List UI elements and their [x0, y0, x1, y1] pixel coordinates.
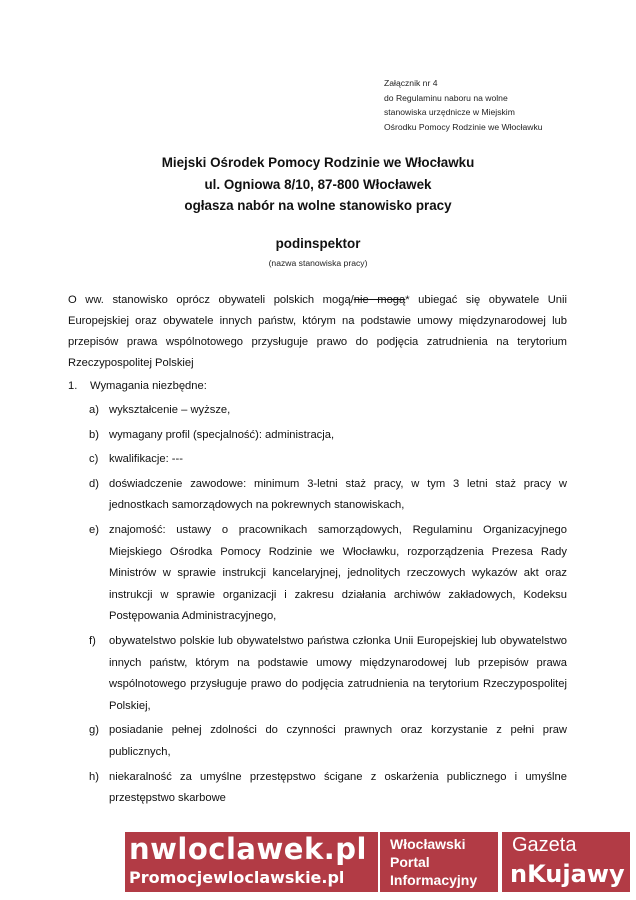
list-item-text: kwalifikacje: ---: [109, 453, 183, 466]
banner-gazeta-label: Gazeta: [512, 834, 577, 856]
intro-paragraph: [68, 290, 567, 374]
document-heading: [0, 152, 636, 217]
list-item-label: h): [89, 770, 99, 783]
banner-portal-line: Włocławski: [390, 836, 466, 852]
intro-struck-text: nie mogą: [353, 294, 406, 306]
list-item-text: doświadczenie zawodowe: minimum 3-letni staż pracy, w tym 3 letni staż pracy w jednostkach samorządowych na pokrewnych stanowiskach,: [109, 477, 567, 512]
list-item: [68, 474, 567, 517]
list-item-text: wykształcenie – wyższe,: [109, 404, 231, 416]
annex-line: do Regulaminu naboru na wolne: [384, 92, 508, 103]
requirements-list: [68, 400, 567, 813]
banner-gazeta-block: [502, 832, 630, 892]
banner-portal-line: Portal: [390, 854, 430, 870]
list-item-text: niekaralność za umyślne przestępstwo ścigane z oskarżenia publicznego i umyślne przestępstwo skarbowe: [109, 770, 567, 805]
list-item-label: f): [89, 634, 96, 647]
list-item-text: znajomość: ustawy o pracownikach samorządowych, Regulaminu Organizacyjnego Miejskiego Ośrodka Pomocy Rodzinie we Włocławku, rozporządzenia Prezesa Rady Ministrów w sprawie instrukcji kancelaryjnej, jednolitych rzeczowych wykazów akt oraz instrukcji w sprawie organizacji i zakresu działania archiwów zakładowych, Kodeksu Postępowania Administracyjnego,: [109, 523, 567, 623]
list-item: [68, 767, 567, 810]
heading-address: ul. Ogniowa 8/10, 87-800 Włocławek: [204, 176, 432, 192]
annex-line: stanowiska urzędnicze w Miejskim: [384, 107, 515, 117]
position-title: podinspektor: [275, 236, 361, 251]
watermark-banner: [125, 832, 630, 892]
section-title: Wymagania niezbędne:: [90, 380, 207, 392]
banner-portal-block: [380, 832, 498, 892]
banner-kujawy-logo: nKujawy: [510, 860, 625, 888]
list-item-text: posiadanie pełnej zdolności do czynności prawnych oraz korzystanie z pełni praw publicznych,: [109, 724, 567, 758]
section-number: 1.: [68, 380, 78, 392]
list-item-label: g): [89, 724, 99, 737]
heading-announcement: ogłasza nabór na wolne stanowisko pracy: [184, 198, 452, 213]
annex-line: Załącznik nr 4: [384, 78, 438, 88]
list-item-label: b): [89, 428, 99, 441]
list-item-text: obywatelstwo polskie lub obywatelstwo państwa członka Unii Europejskiej lub obywatelstwo innych państw, którym na podstawie umowy międzynarodowej lub przepisów prawa wspólnotowego przysługuje prawo do podjęcia zatrudnienia na terytorium Rzeczypospolitej Polskiej,: [109, 634, 567, 712]
list-item-label: a): [89, 404, 99, 416]
banner-portal-line: Informacyjny: [390, 872, 478, 888]
list-item: [68, 449, 567, 471]
position-note: (nazwa stanowiska pracy): [268, 258, 368, 268]
banner-site-logo: nwloclawek.pl: [129, 832, 367, 866]
list-item: [68, 425, 567, 447]
list-item-text: wymagany profil (specjalność): administracja,: [109, 428, 335, 441]
requirements-heading: [68, 380, 207, 392]
banner-site-logo-secondary: Promocjewloclawskie.pl: [129, 868, 345, 887]
list-item: [68, 520, 567, 628]
intro-text-before: O ww. stanowisko oprócz obywateli polskich mogą/: [68, 294, 354, 306]
banner-site-block: [125, 832, 378, 892]
intro-text-after: * ubiegać się obywatele Unii Europejskiej oraz obywatele innych państw, którym na podstawie umowy międzynarodowej lub przepisów prawa wspólnotowego przysługuje prawo do podjęcia zatrudnienia na terytorium Rzeczypospolitej Polskiej: [68, 294, 567, 369]
heading-institution: Miejski Ośrodek Pomocy Rodzinie we Włocławku: [161, 155, 475, 170]
list-item-label: d): [89, 477, 99, 490]
list-item-label: e): [89, 523, 99, 536]
annex-note: [384, 76, 624, 134]
annex-line: Ośrodku Pomocy Rodzinie we Włocławku: [384, 121, 543, 132]
list-item: [68, 631, 567, 717]
list-item: [68, 400, 567, 422]
list-item: [68, 720, 567, 763]
list-item-label: c): [89, 453, 99, 466]
